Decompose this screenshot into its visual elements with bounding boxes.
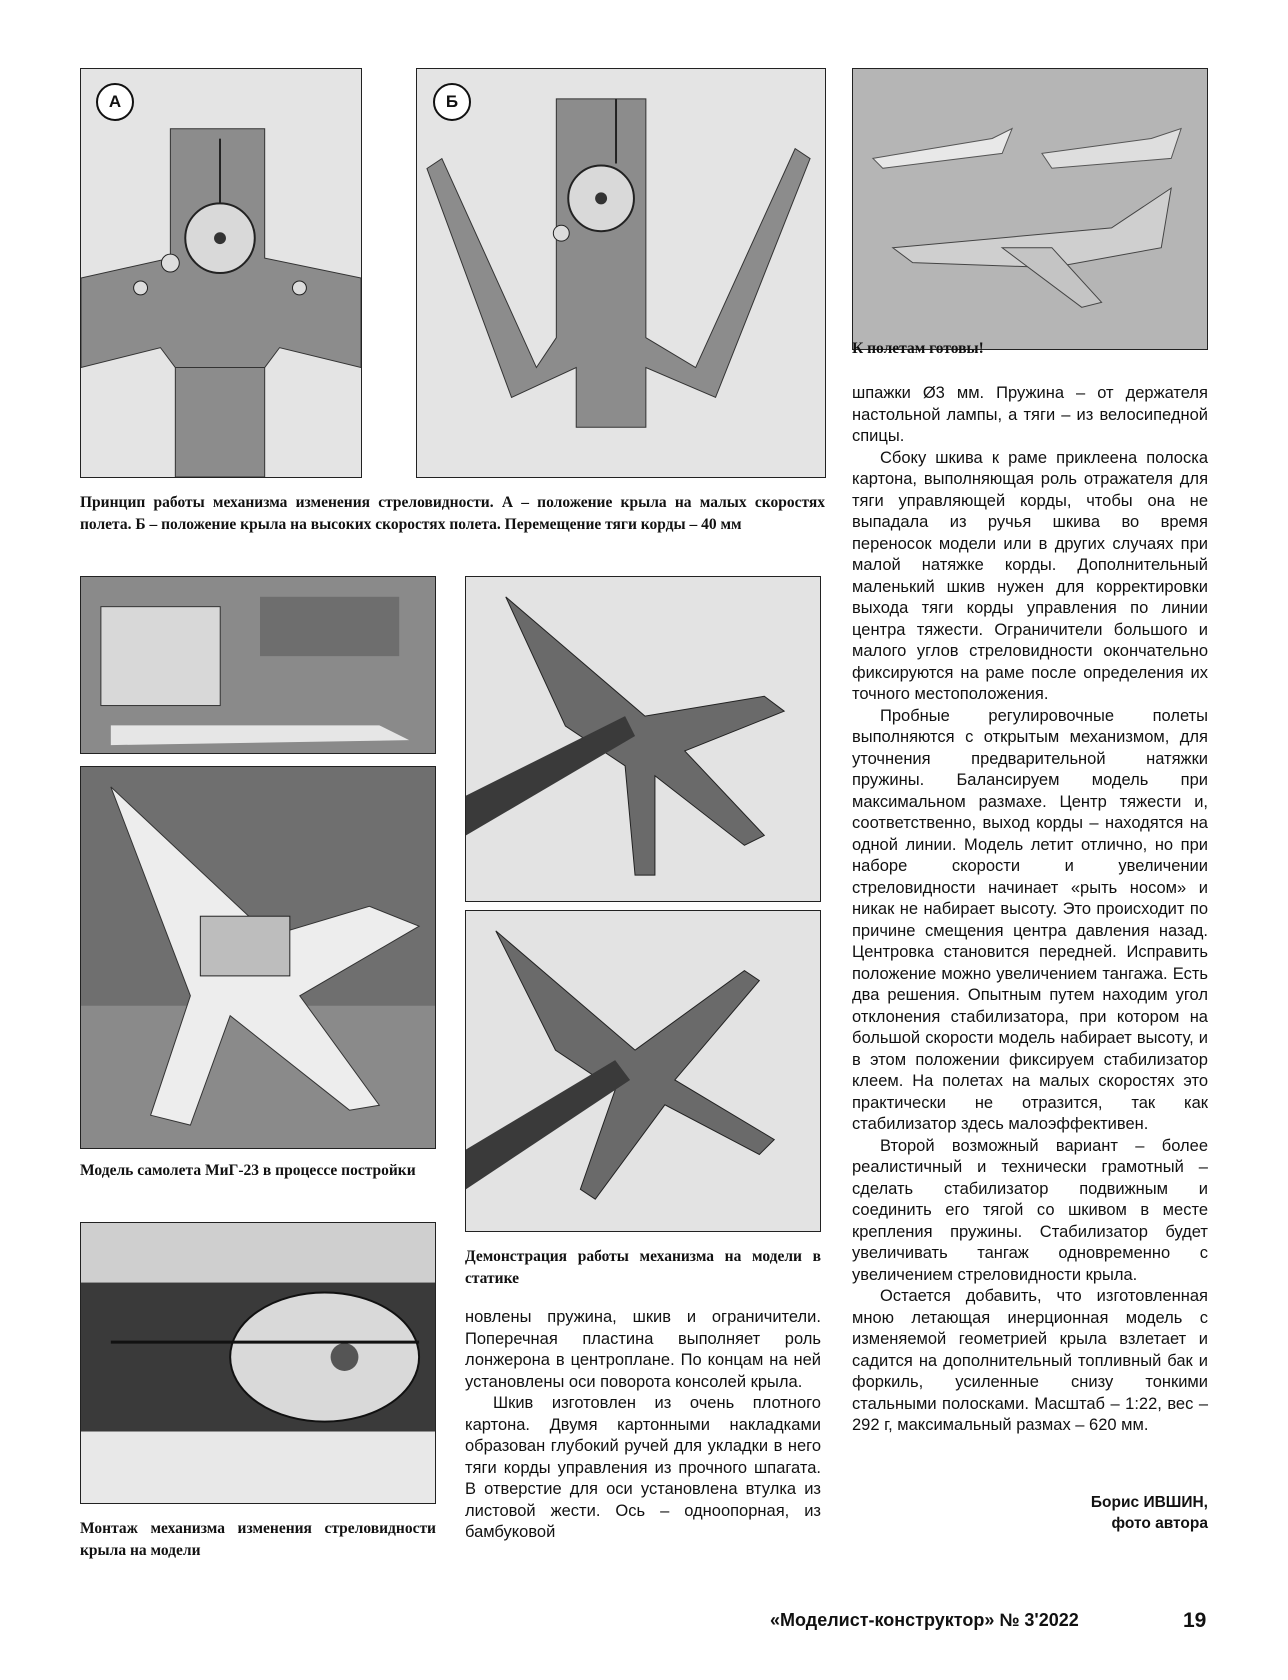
caption-mount: Монтаж механизма изменения стреловидности крыла на модели [80,1520,436,1559]
figure-b-label: Б [433,83,471,121]
photo-mechanism-mount [80,1222,436,1504]
photo-mechanism-a [80,68,362,478]
right-paragraph: Остается добавить, что изготовленная мною летающая инерционная модель с изменяемой геометрией крыла взлетает и садится на дополнительный топливный бак и форкиль, усиленные снизу тонкими стальными полосками. Масштаб – 1:22, вес – 292 г, максимальный размах – 620 мм. [852,1287,1208,1434]
caption-mechanism: Принцип работы механизма изменения стреловидности. А – положение крыла на малых скоростях полета. Б – положение крыла на высоких скоростях полета. Перемещение тяги корды – 40 мм [80,494,825,533]
caption-build: Модель самолета МиГ-23 в процессе постройки [80,1162,416,1179]
middle-paragraph: новлены пружина, шкив и ограничители. Поперечная пластина выполняет роль лонжерона в центроплане. По концам на ней установлены оси поворота консолей крыла. [465,1308,821,1391]
footer-magazine: «Моделист-конструктор» № 3'2022 [770,1610,1079,1630]
photo-mechanism-b [416,68,826,478]
middle-column [465,1307,821,1544]
photo-model-build [80,766,436,1149]
photo-demo-low-sweep [465,576,821,902]
right-paragraph: шпажки Ø3 мм. Пружина – от держателя настольной лампы, а тяги – из велосипедной спицы. [852,384,1208,445]
photo-models-ready [852,68,1208,350]
right-paragraph: Сбоку шкива к раме приклеена полоска картона, выполняющая роль отражателя для тяги управляющей корды, чтобы она не выпадала из ручья шкива во время переносок модели или в других случаях при малой натяжке корды. Дополнительный маленький шкив нужен для корректировки выхода тяги корды управления по линии центра тяжести. Ограничители большого и малого углов стреловидности окончательно фиксируются на раме после определения их точного местоположения. [852,448,1208,703]
author-name: Борис ИВШИН, [1090,1494,1208,1511]
right-column [852,383,1208,1437]
caption-demo: Демонстрация работы механизма на модели в статике [465,1248,821,1287]
caption-ready: К полетам готовы! [852,340,984,357]
photo-demo-high-sweep [465,910,821,1232]
photo-workbench-tools [80,576,436,754]
right-paragraph: Второй возможный вариант – более реалистичный и технически грамотный – сделать стабилизатор подвижным и соединить его тягой со шкивом в месте крепления пружины. Стабилизатор будет увеличивать тангаж одновременно с увеличением стреловидности крыла. [852,1136,1208,1284]
figure-a-label: А [96,83,134,121]
page-number: 19 [1183,1609,1207,1632]
right-paragraph: Пробные регулировочные полеты выполняются с открытым механизмом, для уточнения предварительной натяжки пружины. Балансируем модель при максимальном размахе. Центр тяжести и, соответственно, выход корды – находятся на одной линии. Модель летит отлично, но при наборе скорости и увеличении стреловидности начинает «рыть носом» и никак не набирает высоту. Это происходит по причине смещения центра давления назад. Центровка становится передней. Исправить положение можно увеличением тангажа. Есть два решения. Опытным путем находим угол отклонения стабилизатора, при котором на большой скорости модель набирает высоту, и в этом положении фиксируем стабилизатор клеем. На полетах на малых скоростях это практически не отразится, так как стабилизатор здесь малоэффективен. [852,706,1208,1133]
middle-paragraph: Шкив изготовлен из очень плотного картона. Двумя картонными накладками образован глубокий ручей для укладки в него тяги корды управления из прочного шпагата. В отверстие для оси установлена втулка из листовой жести. Ось – одноопорная, из бамбуковой [465,1394,821,1541]
author-block [952,1492,1208,1534]
photo-credit: фото автора [1111,1515,1208,1532]
